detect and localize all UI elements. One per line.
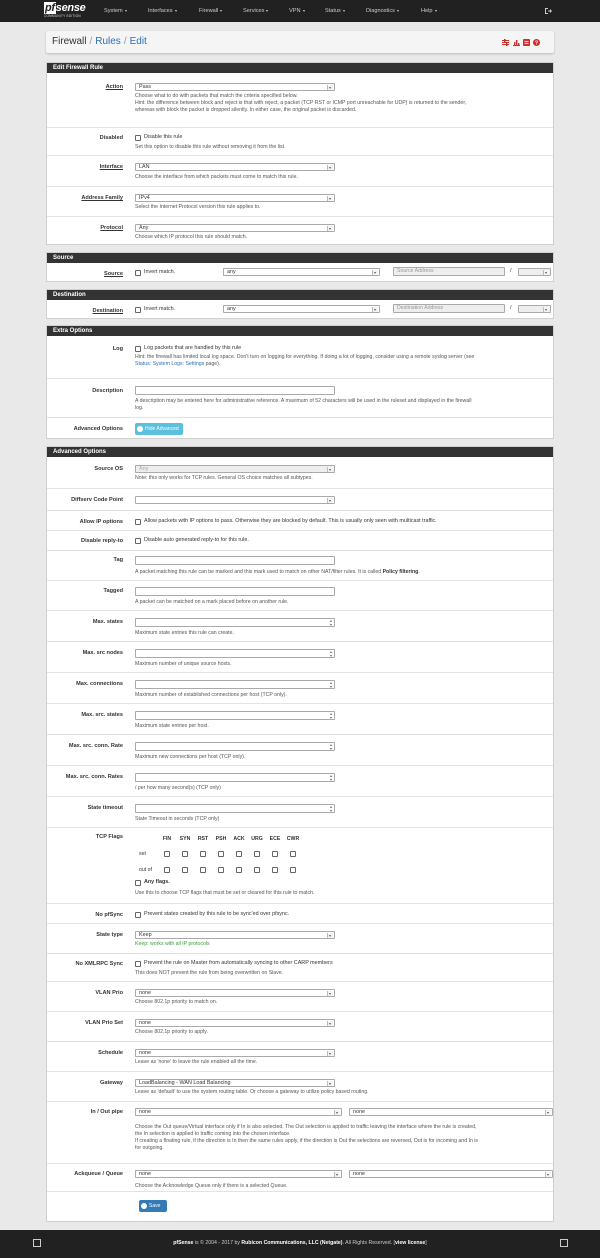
schedule-value: none [139,1050,151,1056]
max-src-states-label: Max. src. states [81,712,123,718]
max-states-input[interactable] [135,618,335,627]
chevron-down-icon [372,307,378,312]
gateway-value: LoadBalancing - WAN Load Balancing [139,1080,231,1086]
nav-label: VPN [289,8,301,14]
schedule-help: Leave as 'none' to leave the rule enabled all the time. [135,1059,258,1065]
log-label: Log [112,346,123,352]
disable-reply-checkbox-label: Disable auto generated reply-to for this rule. [144,537,249,543]
description-help-line1: A description may be entered here for administrative reference. A maximum of 52 characters will be used in the ruleset and displayed in the firewall [135,398,472,404]
interface-label: Interface [99,164,123,170]
log-checkbox[interactable] [135,346,141,352]
chevron-down-icon [327,85,333,90]
tcp-flags-row [47,827,553,903]
tcp-flags-label: TCP Flags [95,834,123,840]
logo-edition: COMMUNITY EDITION [44,14,81,18]
log-help-line2-rest: page). [204,361,221,367]
spinner-icon[interactable] [329,744,333,750]
footer-company: Rubicon Communications, LLC (Netgate) [241,1240,343,1246]
spinner-icon[interactable] [329,651,333,657]
schedule-label: Schedule [98,1050,123,1056]
flag-header: ECE [269,836,281,842]
save-label: Save [149,1203,161,1209]
max-src-conn-rate-row [47,734,553,765]
action-select[interactable] [135,83,335,91]
state-timeout-help: State Timeout in seconds (TCP only) [135,816,220,822]
chevron-down-icon [327,1051,333,1056]
chevron-down-icon [327,1081,333,1086]
flag-set-fin-checkbox[interactable] [164,851,170,857]
tag-help [135,569,545,576]
flag-set-urg-checkbox[interactable] [254,851,260,857]
chevron-down-icon [435,10,437,12]
tcp-flags-help: Use this to choose TCP flags that must be set or cleared for this rule to match. [135,890,315,896]
vlan-prio-set-select[interactable] [135,1019,335,1027]
advanced-options-panel [46,446,554,1222]
destination-mask-select[interactable] [518,305,551,313]
description-input[interactable] [135,386,335,395]
panel-title: Edit Firewall Rule [47,63,553,73]
chevron-down-icon [266,10,268,12]
nav-services[interactable] [243,0,268,22]
in-out-pipe-help [135,1124,545,1152]
logo-wordmark [44,2,92,14]
protocol-help: Choose which IP protocol this rule should match. [135,234,248,240]
max-src-nodes-input[interactable] [135,649,335,658]
nav-help[interactable] [421,0,437,22]
any-flags-label: Any flags. [144,879,170,885]
in-out-pipe-help-line1: Choose the Out queue/Virtual interface only if In is also selected. The Out selection is applied to traffic leaving the interface where the rule is created, [135,1124,477,1130]
description-row [47,378,553,417]
flag-set-psh-checkbox[interactable] [218,851,224,857]
no-pfsync-checkbox[interactable] [135,912,141,918]
source-invert-label: Invert match. [144,269,176,275]
view-license-link[interactable]: view license [395,1240,426,1246]
tagged-row [47,580,553,610]
chevron-down-icon [334,1172,340,1177]
flag-out-psh-checkbox[interactable] [218,867,224,873]
protocol-row [47,216,553,244]
source-slash: / [510,268,512,274]
nav-system[interactable] [104,0,127,22]
log-help-line2 [135,361,545,368]
chevron-down-icon [327,933,333,938]
max-src-conn-rates-help: / per how many second(s) (TCP only) [135,785,221,791]
flag-out-syn-checkbox[interactable] [182,867,188,873]
breadcrumb-bar [46,31,554,53]
panel-title: Extra Options [47,326,553,336]
max-states-help: Maximum state entries this rule can create. [135,630,234,636]
out-pipe-value: none [353,1109,365,1115]
vlan-prio-select[interactable] [135,989,335,997]
address-family-help: Select the Internet Protocol version this rule applies to. [135,204,261,210]
flag-out-ece-checkbox[interactable] [272,867,278,873]
nav-label: Diagnostics [366,8,395,14]
no-xmlrpc-row [47,953,553,981]
log-help [135,354,545,368]
disable-reply-checkbox[interactable] [135,538,141,544]
schedule-row [47,1041,553,1071]
allow-ip-checkbox[interactable] [135,519,141,525]
flag-set-ece-checkbox[interactable] [272,851,278,857]
source-mask-select[interactable] [518,268,551,276]
save-button[interactable] [139,1200,167,1212]
in-pipe-select[interactable] [135,1108,342,1116]
diffserv-label: Diffserv Code Point [71,497,123,503]
flag-header: FIN [162,836,172,842]
vlan-prio-help: Choose 802.1p priority to match on. [135,999,218,1005]
gateway-label: Gateway [99,1080,123,1086]
panel-title: Source [47,253,553,263]
source-type-value: any [227,269,236,275]
interface-help: Choose the interface from which packets must come to match this rule. [135,174,298,180]
chevron-down-icon [543,307,549,312]
source-label: Source [104,271,123,277]
state-type-help: Keep: works with all IP protocols [135,941,210,947]
vlan-prio-set-help: Choose 802.1p priority to apply. [135,1029,208,1035]
flag-set-syn-checkbox[interactable] [182,851,188,857]
protocol-value: Any [139,225,149,231]
footer-brand: pfSense [173,1240,194,1246]
panel-title: Advanced Options [47,447,553,457]
in-out-pipe-row [47,1101,553,1163]
source-os-row [47,458,553,488]
destination-type-select[interactable] [223,305,380,313]
destination-invert-checkbox[interactable] [135,307,141,313]
source-panel [46,252,554,282]
cog-icon [137,426,143,432]
flag-out-cwr-checkbox[interactable] [290,867,296,873]
max-connections-row [47,672,553,703]
breadcrumb-edit[interactable]: Edit [129,36,147,47]
tagged-help: A packet can be matched on a mark placed before on another rule. [135,599,289,605]
max-src-states-input[interactable] [135,711,335,720]
tag-help-end: . [418,569,420,575]
no-xmlrpc-label: No XMLRPC Sync [75,961,123,967]
nav-label: Status [325,8,341,14]
flag-header: PSH [215,836,227,842]
no-pfsync-label: No pfSync [95,912,123,918]
chevron-down-icon [327,498,333,503]
source-type-select[interactable] [223,268,380,276]
tag-label: Tag [113,557,123,563]
destination-invert-label: Invert match. [144,306,176,312]
state-type-select[interactable] [135,931,335,939]
footer [0,1230,600,1258]
action-value: Pass [139,84,151,90]
nav-label: Help [421,8,433,14]
ackqueue-row [47,1163,553,1191]
hide-advanced-label: Hide Advanced [145,426,179,432]
out-pipe-select[interactable] [349,1108,553,1116]
in-pipe-value: none [139,1109,151,1115]
state-type-label: State type [96,932,123,938]
log-checkbox-label: Log packets that are handled by this rule [144,345,242,351]
disabled-checkbox[interactable] [135,135,141,141]
ackqueue-value: none [139,1171,151,1177]
chevron-down-icon [545,1110,551,1115]
flag-out-ack-checkbox[interactable] [236,867,242,873]
max-src-nodes-row [47,641,553,672]
max-src-nodes-help: Maximum number of unique source hosts. [135,661,232,667]
vlan-prio-value: none [139,990,151,996]
chevron-down-icon [397,10,399,12]
disable-reply-label: Disable reply-to [81,538,123,544]
hide-advanced-button[interactable] [135,423,183,435]
tagged-label: Tagged [103,588,123,594]
disabled-label: Disabled [99,135,123,141]
diffserv-select[interactable] [135,496,335,504]
disabled-help: Set this option to disable this rule without removing it from the list. [135,144,286,150]
max-states-label: Max. states [92,619,123,625]
nav-label: Firewall [199,8,219,14]
action-help [135,93,545,114]
max-connections-help: Maximum number of established connections per host (TCP only). [135,692,287,698]
footer-right-icon[interactable] [560,1239,568,1247]
chevron-down-icon [175,10,177,12]
flag-set-rst-checkbox[interactable] [200,851,206,857]
chevron-down-icon [327,467,333,472]
advanced-options-label: Advanced Options [73,426,123,432]
save-icon [141,1203,147,1209]
footer-rights: . All Rights Reserved. [ [342,1240,396,1246]
footer-close: ] [425,1240,427,1246]
chevron-down-icon [327,991,333,996]
destination-slash: / [510,305,512,311]
action-help-line1: Choose what to do with packets that match the criteria specified below. [135,93,298,99]
flag-header: RST [197,836,209,842]
system-logs-settings-link[interactable]: Status: System Logs: Settings [135,361,205,367]
chevron-down-icon [327,1021,333,1026]
nav-label: System [104,8,123,14]
max-src-conn-rates-label: Max. src. conn. Rates [65,774,123,780]
max-connections-label: Max. connections [76,681,123,687]
tag-help-bold: Policy filtering [382,569,419,575]
max-src-conn-rates-input[interactable] [135,773,335,782]
chevron-down-icon [372,270,378,275]
action-row [47,74,553,127]
destination-address-input[interactable]: Destination Address [393,304,505,313]
schedule-select[interactable] [135,1049,335,1057]
source-os-label: Source OS [94,466,123,472]
spinner-icon[interactable] [329,682,333,688]
ackqueue-help: Choose the Acknowledge Queue only if there is a selected Queue. [135,1183,288,1189]
nav-label: Services [243,8,265,14]
protocol-select[interactable] [135,224,335,232]
flag-header: ACK [233,836,245,842]
no-xmlrpc-checkbox-label: Prevent the rule on Master from automatically syncing to other CARP members [144,960,333,966]
disabled-row [47,127,553,155]
spinner-icon[interactable] [329,620,333,626]
footer-text [0,1240,600,1247]
chevron-down-icon [334,1110,340,1115]
queue-value: none [353,1171,365,1177]
no-pfsync-row [47,903,553,923]
max-src-states-help: Maximum state entries per host. [135,723,209,729]
allow-ip-checkbox-label: Allow packets with IP options to pass. Otherwise they are blocked by default. This is usually only seen with multicast traffic. [144,518,437,524]
breadcrumb-separator: / [89,36,93,47]
in-out-pipe-help-line2: the In selection is applied to traffic coming into the chosen interface. [135,1131,291,1137]
nav-interfaces[interactable] [148,0,177,22]
save-row [47,1191,553,1221]
chevron-down-icon [327,196,333,201]
gateway-row [47,1071,553,1101]
tagged-input[interactable] [135,587,335,596]
ackqueue-label: Ackqueue / Queue [74,1171,123,1177]
flag-header: CWR [286,836,300,842]
pfsense-logo[interactable] [44,2,92,20]
vlan-prio-row [47,981,553,1011]
top-navbar [0,0,600,22]
diffserv-row [47,488,553,510]
max-connections-input[interactable] [135,680,335,689]
log-help-line1: Hint: the firewall has limited local log space. Don't turn on logging for everything. If doing a lot of logging, consider using a remote syslog server (see [135,354,475,360]
address-family-value: IPv4 [139,195,150,201]
tag-help-text: A packet matching this rule can be marked and this mark used to match on other NAT/filter rules. It is called [135,569,383,575]
panel-title: Destination [47,290,553,300]
source-os-select[interactable] [135,465,335,473]
flag-set-cwr-checkbox[interactable] [290,851,296,857]
flag-set-ack-checkbox[interactable] [236,851,242,857]
breadcrumb-rules-link[interactable]: Rules [95,36,121,47]
source-address-input[interactable]: Source Address [393,267,505,276]
any-flags-checkbox[interactable] [135,880,141,886]
action-help-line3: whereas with block the packet is dropped silently. In either case, the original packet is discarded. [135,107,357,113]
sliders-icon[interactable] [502,39,509,46]
no-xmlrpc-checkbox[interactable] [135,961,141,967]
protocol-label: Protocol [100,225,123,231]
description-help-line2: log. [135,405,144,411]
advanced-toggle-row [47,417,553,439]
no-xmlrpc-help: This does NOT prevent the rule from being overwritten on Slave. [135,970,284,976]
vlan-prio-set-value: none [139,1020,151,1026]
state-timeout-input[interactable] [135,804,335,813]
flag-out-fin-checkbox[interactable] [164,867,170,873]
chevron-down-icon [327,165,333,170]
flag-out-urg-checkbox[interactable] [254,867,260,873]
nav-label: Interfaces [148,8,173,14]
footer-copyright: is © 2004 - 2017 by [193,1240,242,1246]
address-family-select[interactable] [135,194,335,202]
allow-ip-row [47,510,553,530]
destination-type-value: any [227,306,236,312]
spinner-icon[interactable] [329,806,333,812]
nav-vpn[interactable] [289,0,305,22]
vlan-prio-set-row [47,1011,553,1041]
destination-panel [46,289,554,319]
max-src-nodes-label: Max. src nodes [82,650,123,656]
nav-firewall[interactable] [199,0,222,22]
max-src-conn-rates-row [47,765,553,796]
tag-row [47,550,553,580]
interface-value: LAN [139,164,150,170]
disable-reply-row [47,530,553,550]
chevron-down-icon [343,10,345,12]
extra-options-panel [46,325,554,439]
gateway-select[interactable] [135,1079,335,1087]
flag-header: URG [251,836,263,842]
address-family-row [47,186,553,216]
action-help-line2: Hint: the difference between block and reject is that with reject, a packet (TCP RST or ICMP port unreachable for UDP) is returned to the sender, [135,100,467,106]
source-invert-checkbox[interactable] [135,270,141,276]
chevron-down-icon [303,10,305,12]
logo-suffix: sense [55,2,86,14]
list-icon[interactable] [523,39,530,46]
vlan-prio-label: VLAN Prio [95,990,123,996]
nav-status[interactable] [325,0,345,22]
state-timeout-row [47,796,553,827]
queue-select[interactable] [349,1170,553,1178]
allow-ip-label: Allow IP options [79,519,123,525]
nav-diagnostics[interactable] [366,0,399,22]
max-src-conn-rate-input[interactable] [135,742,335,751]
in-out-pipe-label: In / Out pipe [90,1109,123,1115]
gateway-help: Leave as 'default' to use the system routing table. Or choose a gateway to utilize policy based routing. [135,1089,369,1095]
log-row [47,337,553,378]
spinner-icon[interactable] [329,713,333,719]
destination-label: Destination [92,308,123,314]
disabled-checkbox-label: Disable this rule [144,134,183,140]
interface-select[interactable] [135,163,335,171]
ackqueue-select[interactable] [135,1170,342,1178]
flag-out-rst-checkbox[interactable] [200,867,206,873]
description-help [135,398,545,412]
chart-icon[interactable] [513,39,520,46]
breadcrumb-firewall: Firewall [52,36,87,47]
max-src-states-row [47,703,553,734]
spinner-icon[interactable] [329,775,333,781]
no-pfsync-checkbox-label: Prevent states created by this rule to be sync'ed over pfsync. [144,911,290,917]
breadcrumb [52,35,147,49]
breadcrumb-separator: / [123,36,127,47]
flags-out-of-label: out of [139,867,152,873]
in-out-pipe-help-line3: If creating a floating rule, if the direction is In then the same rules apply, if the direction is Out the selections are reversed, Out is for incoming and In is [135,1138,479,1144]
chevron-down-icon [545,1172,551,1177]
in-out-pipe-help-line4: for outgoing. [135,1145,164,1151]
flag-header: SYN [179,836,191,842]
chevron-down-icon [327,226,333,231]
source-os-help: Note: this only works for TCP rules. General OS choice matches all subtypes. [135,475,313,481]
chevron-down-icon [125,10,127,12]
chevron-down-icon [543,270,549,275]
max-states-row [47,610,553,641]
state-type-row [47,923,553,953]
state-timeout-label: State timeout [87,805,123,811]
help-icon[interactable] [533,39,540,46]
chevron-down-icon [220,10,222,12]
svg-text:?: ? [534,40,539,46]
state-type-value: Keep [139,932,152,938]
address-family-label: Address Family [81,195,123,201]
flags-set-label: set [139,851,146,857]
interface-row [47,155,553,186]
logo-prefix: pf [45,2,55,14]
vlan-prio-set-label: VLAN Prio Set [85,1020,123,1026]
description-label: Description [92,388,123,394]
action-label: Action [105,84,123,90]
max-src-conn-rate-label: Max. src. conn. Rate [68,743,123,749]
max-src-conn-rate-help: Maximum new connections per host (TCP only). [135,754,246,760]
tag-input[interactable] [135,556,335,565]
logout-icon[interactable] [544,7,552,15]
source-os-value: Any [139,466,149,472]
edit-rule-panel [46,62,554,245]
